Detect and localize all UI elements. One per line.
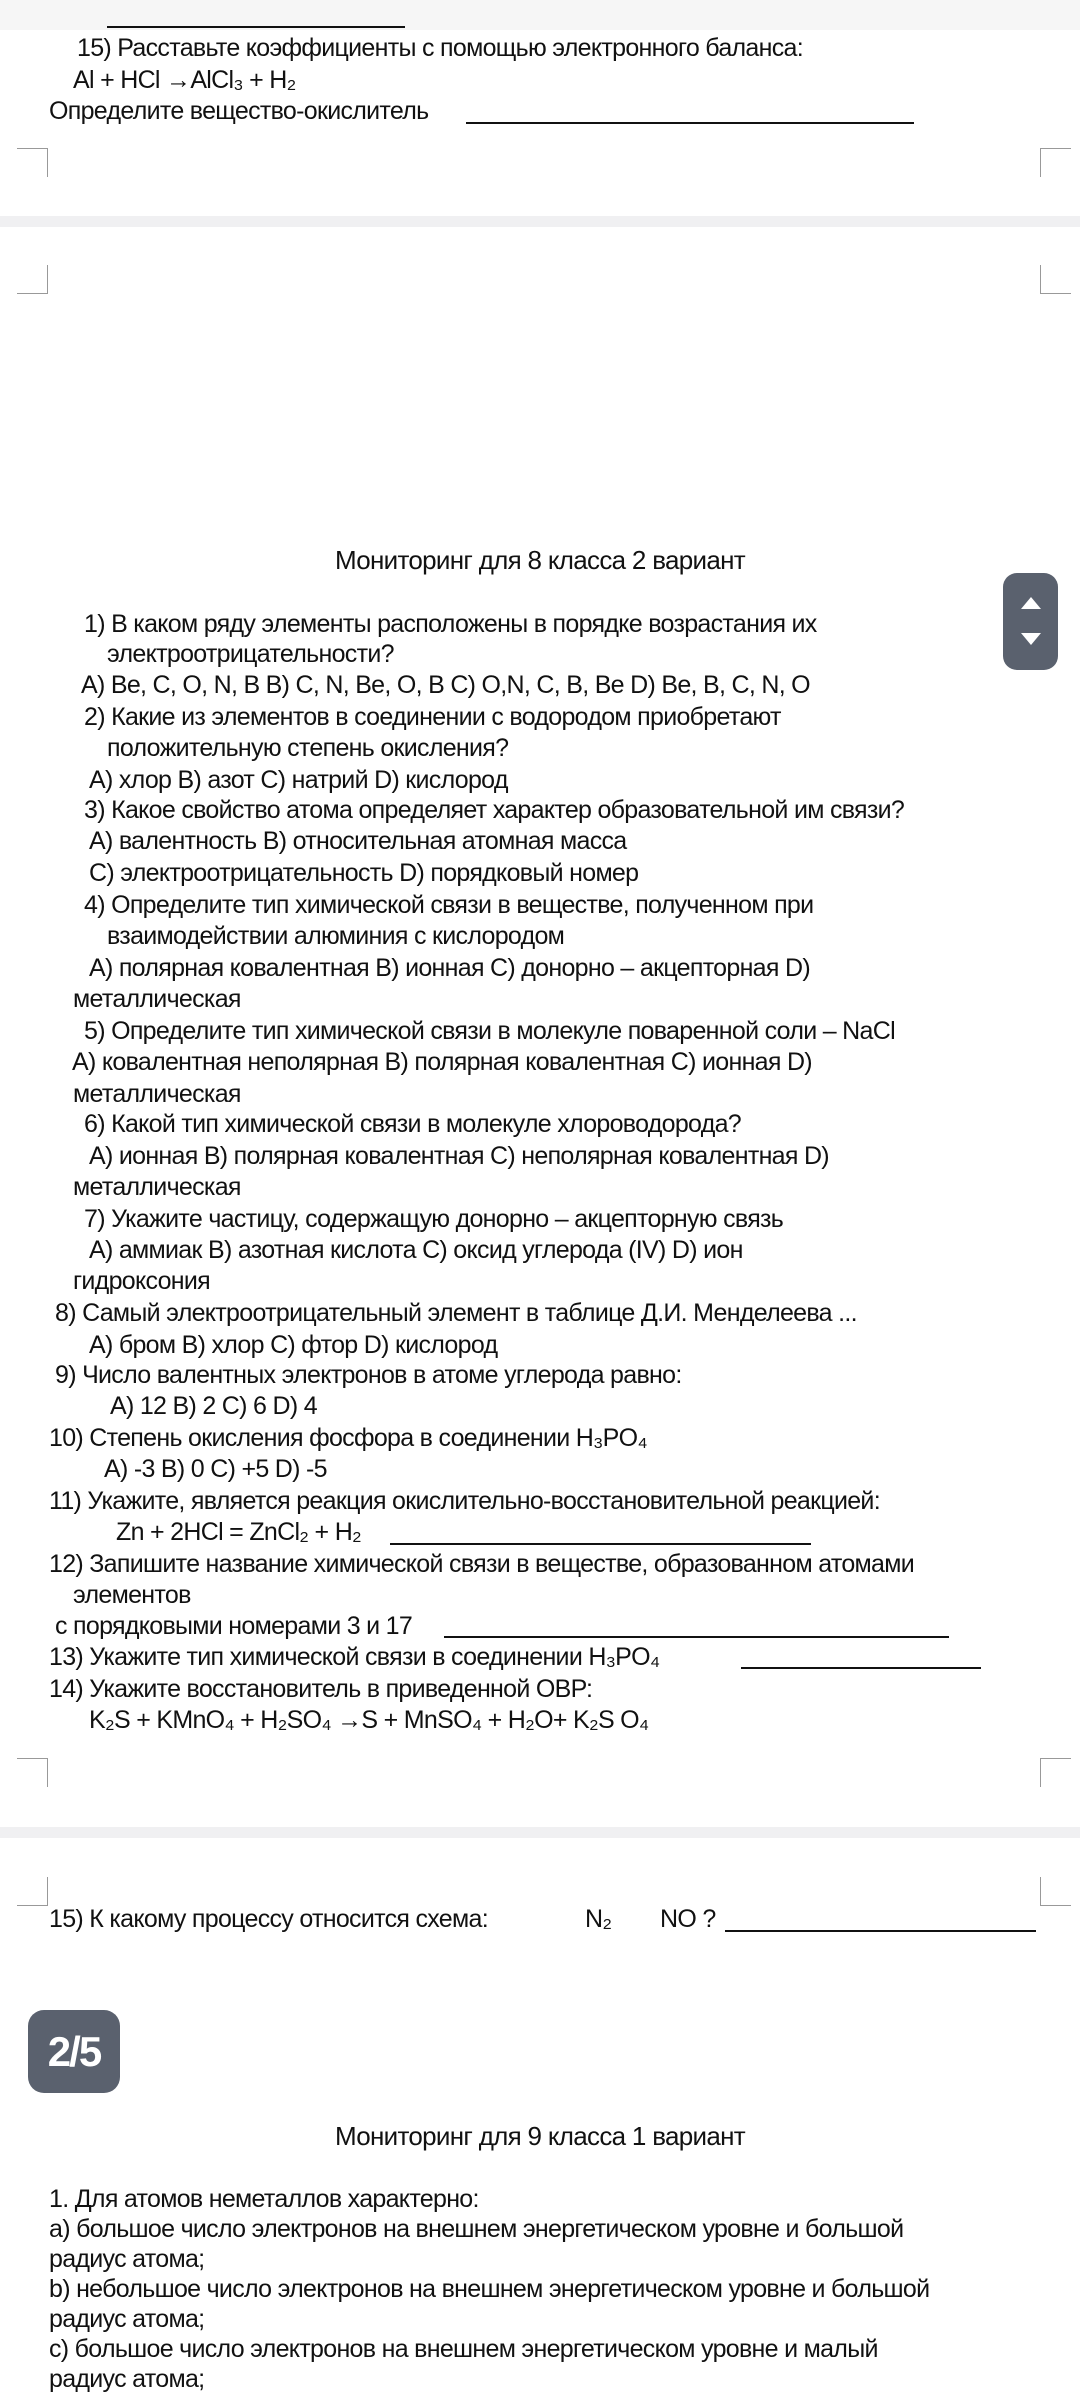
page-corner-mark	[17, 148, 48, 177]
answer-options: A) хлор B) азот C) натрий D) кислород	[89, 766, 508, 794]
answer-underline	[444, 1636, 949, 1638]
page-separator	[0, 216, 1080, 227]
question-line: 13) Укажите тип химической связи в соединении H₃PO₄	[49, 1643, 660, 1671]
answer-options: C) электроотрицательность D) порядковый номер	[89, 859, 639, 887]
answer-options: радиус атома;	[49, 2245, 205, 2273]
answer-options: A) ионная B) полярная ковалентная C) неполярная ковалентная D)	[89, 1142, 829, 1170]
answer-options: A) аммиак B) азотная кислота C) оксид углерода (IV) D) ион	[89, 1236, 743, 1264]
answer-options: A) ковалентная неполярная B) полярная ковалентная C) ионная D)	[72, 1048, 812, 1076]
question-line: 14) Укажите восстановитель в приведенной ОВР:	[49, 1675, 593, 1703]
page-scroll-control[interactable]	[1003, 573, 1058, 670]
page-title: Мониторинг для 9 класса 1 вариант	[334, 2121, 745, 2151]
equation-line: K₂S + KMnO₄ + H₂SO₄ →S + MnSO₄ + H₂O+ K₂S O₄	[89, 1706, 649, 1734]
scroll-up-icon[interactable]	[1021, 597, 1041, 609]
answer-options: b) небольшое число электронов на внешнем энергетическом уровне и большой	[49, 2275, 930, 2303]
page-indicator: 2/5	[28, 2010, 120, 2093]
answer-options: A) полярная ковалентная B) ионная C) донорно – акцепторная D)	[89, 954, 810, 982]
equation-line: Zn + 2HCl = ZnCl₂ + H₂	[116, 1518, 362, 1546]
page-corner-mark	[1040, 265, 1071, 294]
answer-options: c) большое число электронов на внешнем энергетическом уровне и малый	[49, 2335, 878, 2363]
question-line: электроотрицательности?	[107, 640, 394, 668]
page-title: Мониторинг для 8 класса 2 вариант	[334, 545, 745, 575]
page-corner-mark	[1040, 148, 1071, 177]
answer-underline	[466, 122, 914, 124]
answer-options: радиус атома;	[49, 2305, 205, 2333]
question-line: взаимодействии алюминия с кислородом	[107, 922, 565, 950]
answer-options: металлическая	[73, 1080, 241, 1108]
question-15-equation: Al + HCl →AlCl₃ + H₂	[73, 66, 296, 94]
question-15-reactant: N₂	[585, 1905, 612, 1933]
answer-underline	[107, 26, 405, 28]
question-15-ask: Определите вещество-окислитель	[49, 97, 429, 125]
question-line: 7) Укажите частицу, содержащую донорно – акцепторную связь	[84, 1205, 784, 1233]
page-corner-mark	[17, 265, 48, 294]
answer-options: металлическая	[73, 1173, 241, 1201]
question-line: элементов	[73, 1581, 191, 1609]
question-line: 1) В каком ряду элементы расположены в порядке возрастания их	[84, 610, 817, 638]
page-corner-mark	[1040, 1758, 1071, 1787]
answer-underline	[741, 1667, 981, 1669]
question-line: 1. Для атомов неметаллов характерно:	[49, 2185, 479, 2213]
question-line: 6) Какой тип химической связи в молекуле хлороводорода?	[84, 1110, 742, 1138]
question-15-product: NO ?	[660, 1905, 716, 1933]
answer-options: металлическая	[73, 985, 241, 1013]
answer-options: A) Be, C, O, N, B B) C, N, Be, O, B C) O,N, C, B, Be D) Be, B, C, N, O	[81, 671, 810, 699]
question-line: 10) Степень окисления фосфора в соединении H₃PO₄	[49, 1424, 647, 1452]
scroll-down-icon[interactable]	[1021, 633, 1041, 645]
question-line: 8) Самый электроотрицательный элемент в таблице Д.И. Менделеева ...	[55, 1299, 857, 1327]
answer-options: A) 12 B) 2 C) 6 D) 4	[110, 1392, 317, 1420]
answer-options: а) большое число электронов на внешнем энергетическом уровне и большой	[49, 2215, 904, 2243]
answer-underline	[725, 1930, 1036, 1932]
question-line: 4) Определите тип химической связи в веществе, полученном при	[84, 891, 814, 919]
question-line: 9) Число валентных электронов в атоме углерода равно:	[55, 1361, 682, 1389]
question-line: с порядковыми номерами 3 и 17	[55, 1612, 413, 1640]
question-line: 5) Определите тип химической связи в молекуле поваренной соли – NaCl	[84, 1017, 895, 1045]
question-line: 11) Укажите, является реакция окислительно-восстановительной реакцией:	[49, 1487, 880, 1515]
question-line: 2) Какие из элементов в соединении с водородом приобретают	[84, 703, 781, 731]
question-line: положительную степень окисления?	[107, 734, 509, 762]
question-15-text: 15) К какому процессу относится схема:	[49, 1905, 488, 1933]
page-corner-mark	[17, 1758, 48, 1787]
answer-options: гидроксония	[73, 1267, 210, 1295]
answer-underline	[390, 1543, 811, 1545]
question-line: 3) Какое свойство атома определяет характер образовательной им связи?	[84, 796, 905, 824]
answer-options: A) -3 B) 0 C) +5 D) -5	[104, 1455, 327, 1483]
answer-options: A) валентность B) относительная атомная масса	[89, 827, 627, 855]
question-15-text: 15) Расставьте коэффициенты с помощью электронного баланса:	[77, 34, 803, 62]
answer-options: радиус атома;	[49, 2365, 205, 2393]
page-corner-mark	[17, 1877, 48, 1906]
answer-options: A) бром B) хлор C) фтор D) кислород	[89, 1331, 498, 1359]
question-line: 12) Запишите название химической связи в веществе, образованном атомами	[49, 1550, 914, 1578]
page-corner-mark	[1040, 1877, 1071, 1906]
page-separator	[0, 1827, 1080, 1838]
